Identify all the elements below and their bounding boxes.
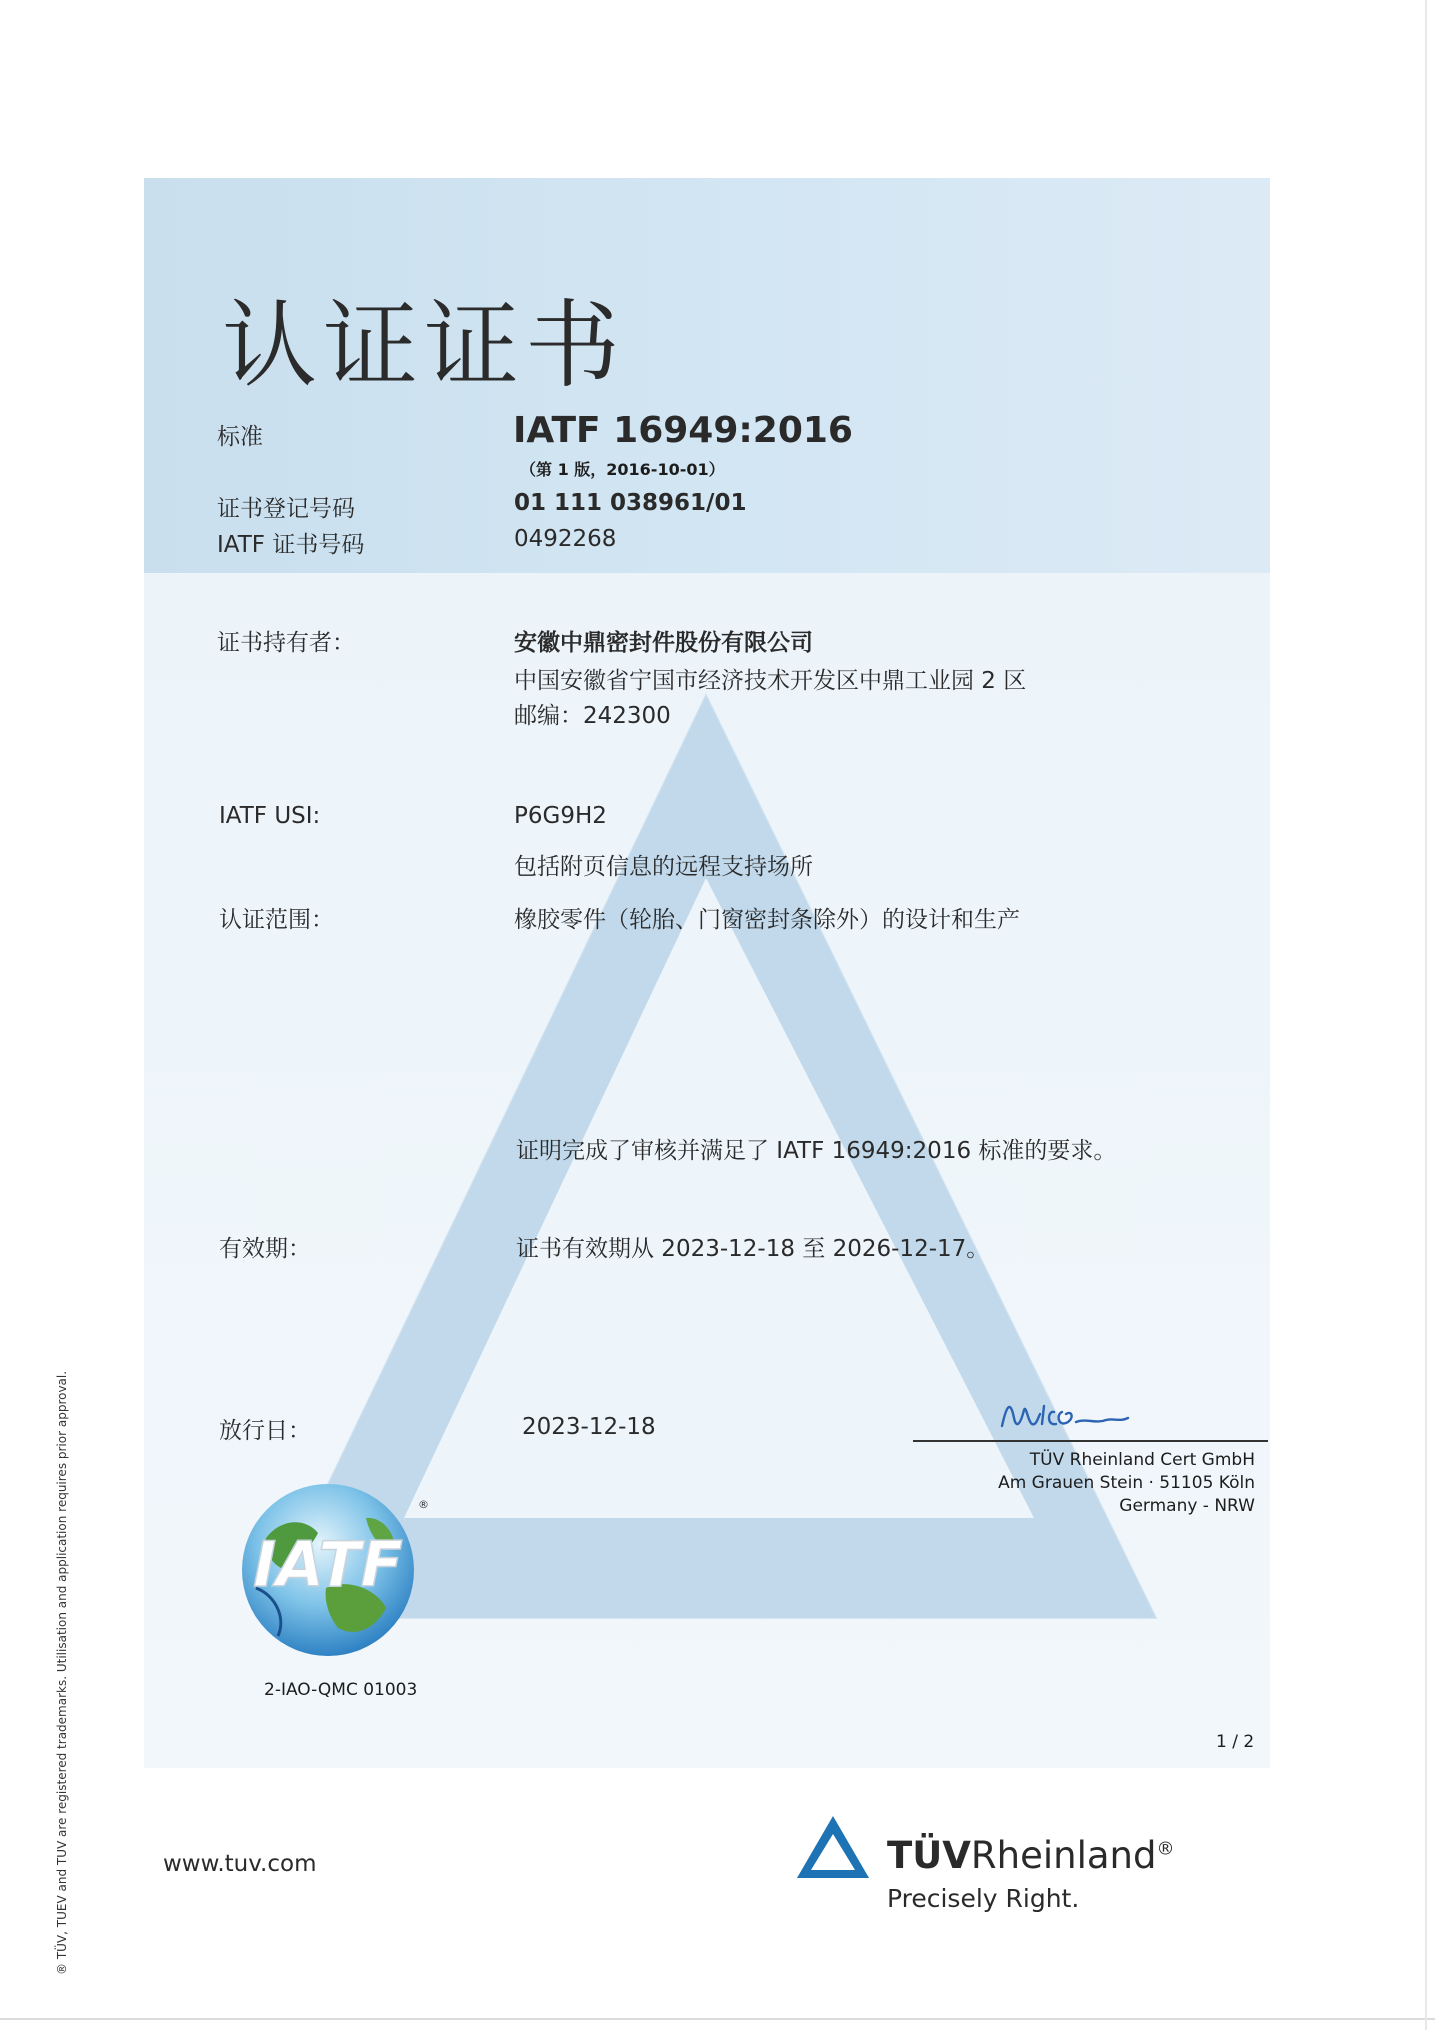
conformity-statement: 证明完成了审核并满足了 IATF 16949:2016 标准的要求。 xyxy=(516,1138,1117,1164)
registration-number-value: 01 111 038961/01 xyxy=(514,490,747,516)
standard-value: IATF 16949:2016 xyxy=(513,410,853,451)
validity-label: 有效期： xyxy=(219,1236,311,1262)
iatf-certificate-number-value: 0492268 xyxy=(514,526,617,552)
holder-address: 中国安徽省宁国市经济技术开发区中鼎工业园 2 区 xyxy=(514,668,1027,694)
brand-rheinland: Rheinland xyxy=(970,1834,1157,1877)
certificate-title: 认证证书 xyxy=(222,291,627,401)
website-link[interactable]: www.tuv.com xyxy=(163,1851,317,1877)
holder-postcode: 邮编：242300 xyxy=(514,703,671,729)
page-number: 1 / 2 xyxy=(1216,1732,1255,1752)
iatf-globe-logo-icon xyxy=(226,1478,430,1660)
trademark-side-note: ® TÜV, TUEV and TUV are registered trademarks. Utilisation and application requires prior approval. xyxy=(55,1370,69,1975)
registration-number-label: 证书登记号码 xyxy=(217,496,355,522)
svg-text:®: ® xyxy=(418,1498,429,1511)
scope-value: 橡胶零件（轮胎、门窗密封条除外）的设计和生产 xyxy=(514,907,1020,933)
issuer-name: TÜV Rheinland Cert GmbH xyxy=(1029,1450,1255,1470)
holder-name: 安徽中鼎密封件股份有限公司 xyxy=(514,630,813,656)
tuv-triangle-logo-icon xyxy=(793,1812,873,1882)
bottom-border xyxy=(0,2018,1435,2020)
right-border xyxy=(1425,0,1427,2030)
iatf-certificate-number-label: IATF 证书号码 xyxy=(217,532,365,558)
signature-line xyxy=(913,1440,1268,1442)
usi-value: P6G9H2 xyxy=(514,803,607,829)
validity-value: 证书有效期从 2023-12-18 至 2026-12-17。 xyxy=(516,1236,990,1262)
holder-label: 证书持有者： xyxy=(217,630,355,656)
signature-icon xyxy=(996,1388,1156,1444)
iatf-logo-text: IATF xyxy=(253,1528,403,1601)
oversight-code: 2-IAO-QMC 01003 xyxy=(264,1680,418,1700)
usi-note: 包括附页信息的远程支持场所 xyxy=(514,854,813,880)
usi-label: IATF USI: xyxy=(219,803,321,829)
tagline: Precisely Right. xyxy=(887,1884,1080,1913)
edition-note: （第 1 版，2016-10-01） xyxy=(520,460,725,479)
issuer-region: Germany - NRW xyxy=(1119,1496,1255,1516)
issue-date-label: 放行日： xyxy=(219,1418,311,1444)
tuv-brand-wordmark xyxy=(887,1834,1174,1877)
issue-date-value: 2023-12-18 xyxy=(522,1414,656,1440)
issuer-address: Am Grauen Stein · 51105 Köln xyxy=(998,1473,1255,1493)
brand-tuv: TÜV xyxy=(887,1834,971,1877)
scope-label: 认证范围： xyxy=(219,907,334,933)
brand-registered-mark: ® xyxy=(1156,1838,1175,1860)
standard-label: 标准 xyxy=(217,424,263,450)
